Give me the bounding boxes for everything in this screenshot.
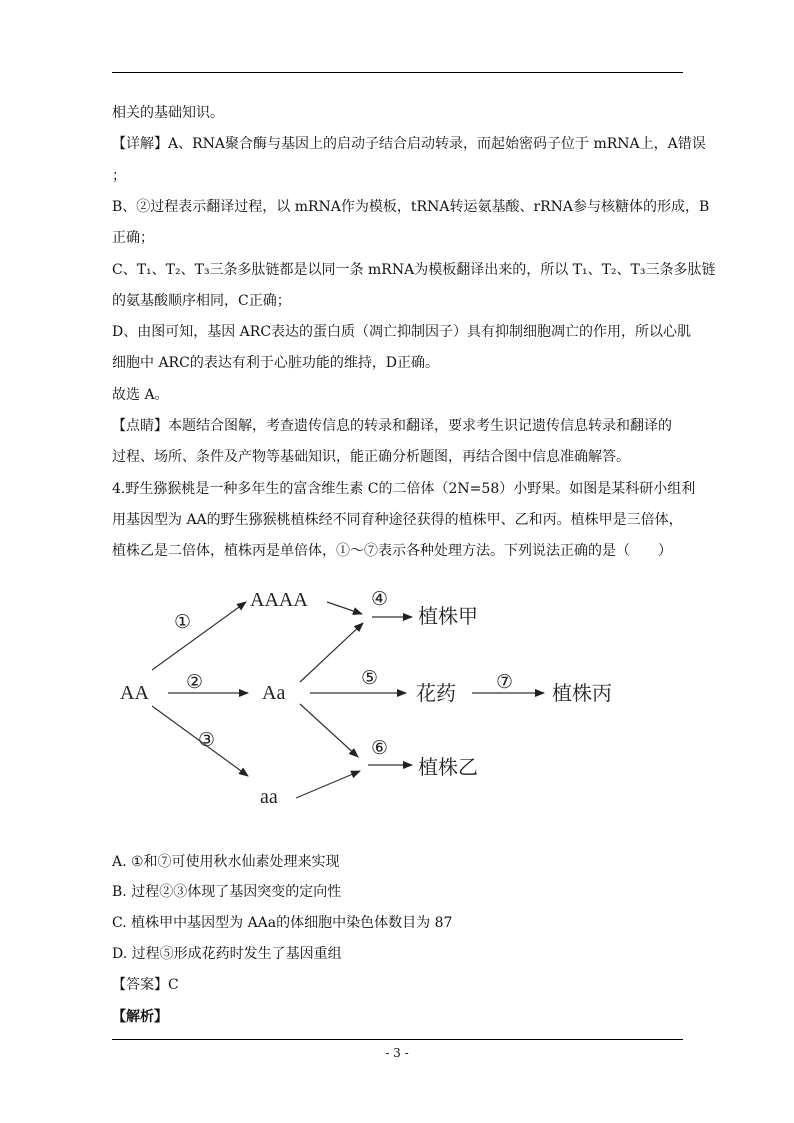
option-a: A. ①和⑦可使用秋水仙素处理来实现: [112, 854, 340, 870]
arrow: [300, 704, 358, 757]
text-line: 故选 A。: [112, 387, 169, 403]
step-6-label: ⑥: [371, 737, 389, 759]
text-line: 相关的基础知识。: [112, 105, 224, 121]
option-d: D. 过程⑤形成花药时发生了基因重组: [112, 946, 342, 962]
node-plant-bing: 植株丙: [552, 683, 612, 705]
analysis-heading: 【解析】: [112, 1009, 168, 1025]
node-anther: 花药: [416, 683, 456, 705]
node-aa: aa: [260, 786, 278, 808]
step-3-label: ③: [198, 729, 216, 751]
arrow: [296, 771, 360, 798]
node-plant-jia: 植株甲: [418, 606, 478, 628]
node-AAAA: AAAA: [250, 589, 308, 611]
option-c: C. 植株甲中基因型为 AAa的体细胞中染色体数目为 87: [112, 915, 453, 931]
breeding-diagram: [112, 578, 632, 813]
page-number: - 3 -: [385, 1046, 409, 1060]
arrow: [300, 623, 363, 682]
step-7-label: ⑦: [496, 671, 514, 693]
text-line: ；: [112, 168, 126, 184]
text-line: 细胞中 ARC的表达有利于心脏功能的维持，D正确。: [112, 355, 440, 371]
arrow: [327, 602, 362, 614]
answer: 【答案】C: [112, 977, 179, 993]
text-line: 过程、场所、条件及产物等基础知识，能正确分析题图，再结合图中信息准确解答。: [112, 449, 630, 465]
header-rule: [112, 72, 683, 73]
node-Aa: Aa: [262, 682, 286, 704]
text-line: 正确；: [112, 230, 154, 246]
step-2-label: ②: [186, 671, 204, 693]
question-4-stem: 植株乙是二倍体，植株丙是单倍体，①～⑦表示各种处理方法。下列说法正确的是（ ）: [112, 543, 672, 559]
arrow: [152, 602, 246, 670]
footer-rule: [112, 1039, 683, 1040]
text-line: B、②过程表示翻译过程，以 mRNA作为模板，tRNA转运氨基酸、rRNA参与核糖体的形成，B: [112, 199, 710, 215]
node-plant-yi: 植株乙: [418, 757, 478, 779]
step-1-label: ①: [174, 611, 192, 633]
text-line: 的氨基酸顺序相同，C正确；: [112, 293, 291, 309]
text-line: 【点睛】本题结合图解，考查遗传信息的转录和翻译，要求考生识记遗传信息转录和翻译的: [112, 418, 672, 434]
question-4-stem: 4.野生猕猴桃是一种多年生的富含维生素 C的二倍体（2N=58）小野果。如图是某科研小组利: [112, 481, 696, 497]
text-line: C、T₁、T₂、T₃三条多肽链都是以同一条 mRNA为模板翻译出来的，所以 T₁、T₂、T₃三条多肽链: [112, 262, 716, 278]
text-line: 【详解】A、RNA聚合酶与基因上的启动子结合启动转录，而起始密码子位于 mRNA上，A错误: [112, 136, 706, 152]
step-4-label: ④: [371, 588, 389, 610]
step-5-label: ⑤: [361, 667, 379, 689]
question-4-stem: 用基因型为 AA的野生猕猴桃植株经不同育种途径获得的植株甲、乙和丙。植株甲是三倍体，: [112, 512, 683, 528]
node-AA: AA: [120, 682, 149, 704]
text-line: D、由图可知，基因 ARC表达的蛋白质（凋亡抑制因子）具有抑制细胞凋亡的作用，所以心肌: [112, 324, 692, 340]
option-b: B. 过程②③体现了基因突变的定向性: [112, 884, 342, 900]
